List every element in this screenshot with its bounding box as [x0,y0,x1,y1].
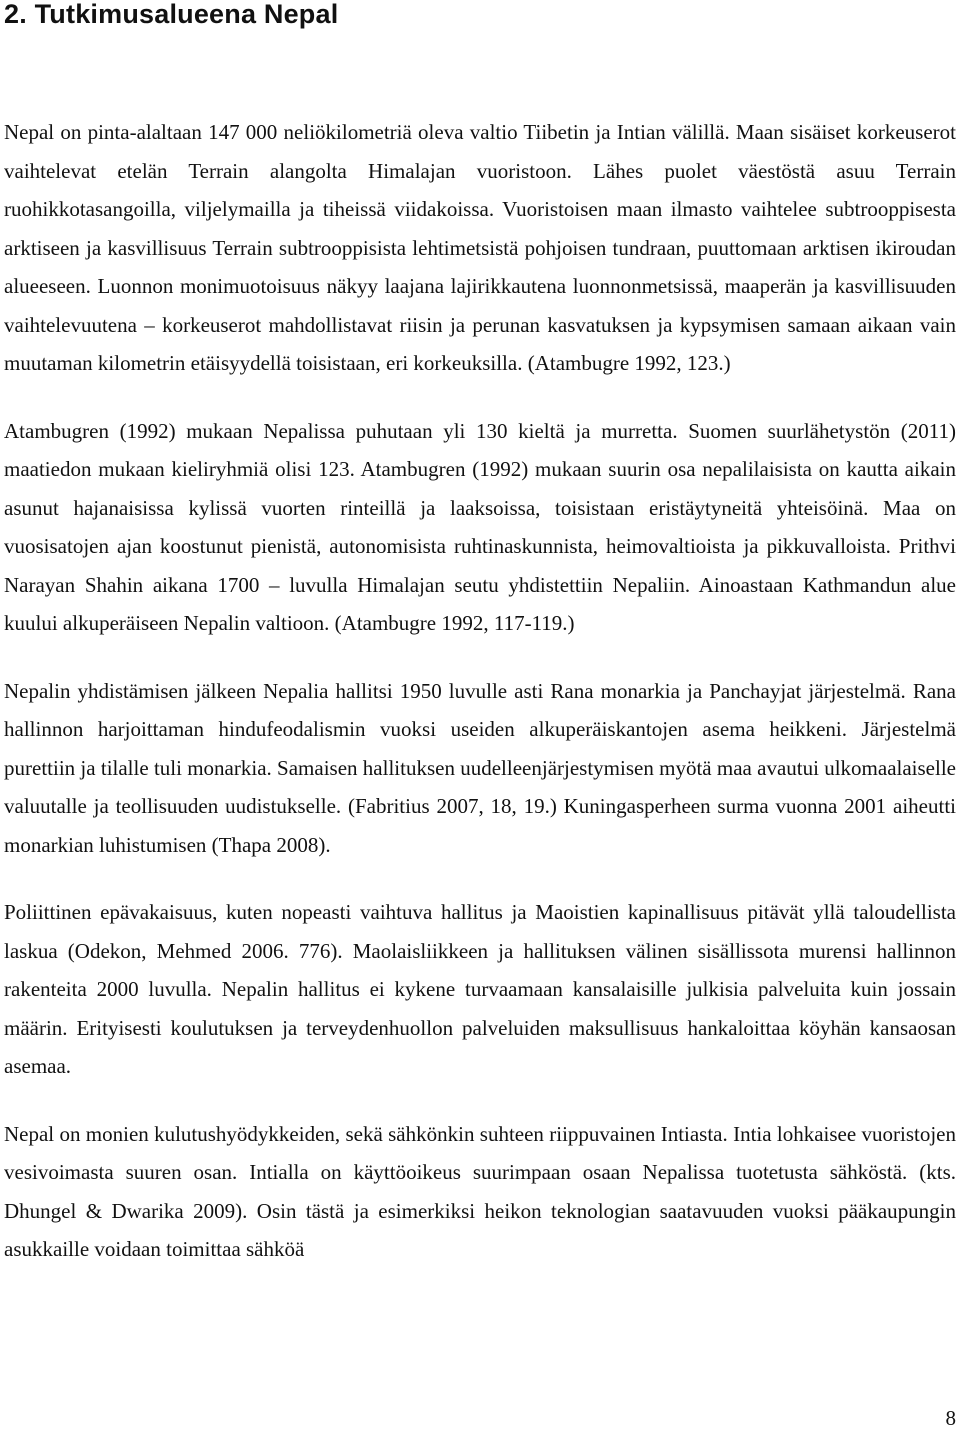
paragraph-languages-history: Atambugren (1992) mukaan Nepalissa puhutaan yli 130 kieltä ja murretta. Suomen suurlähetystön (2011) maatiedon mukaan kieliryhmiä olisi 123. Atambugren (1992) mukaan suurin osa nepalilaisista on kautta aikain asunut hajanaisissa kylissä vuorten rinteillä ja laaksoissa, toisistaan eristäytyneitä yhteisöinä. Maa on vuosisatojen ajan koostunut pienistä, autonomisista ruhtinaskunnista, heimovaltioista ja pikkuvalloista. Prithvi Narayan Shahin aikana 1700 – luvulla Himalajan seutu yhdistettiin Nepaliin. Ainoastaan Kathmandun alue kuului alkuperäiseen Nepalin valtioon. (Atambugre 1992, 117-119.) [4,418,956,635]
paragraph-geography: Nepal on pinta-alaltaan 147 000 neliökilometriä oleva valtio Tiibetin ja Intian välillä. Maan sisäiset korkeuserot vaihtelevat etelän Terrain alangolta Himalajan vuoristoon. Lähes puolet väestöstä asuu Terrain ruohikkotasangoilla, viljelymailla ja tiheissä viidakoissa. Vuoristoisen maan ilmasto vaihtelee subtrooppisesta arktiseen ja kasvillisuus Terrain subtrooppisista lehtimetsistä pohjoisen tundraan, puuttomaan arktisen ikiroudan alueeseen. Luonnon monimuotoisuus näkyy laajana lajirikkautena luonnonmetsissä, maaperän ja kasvillisuuden vaihtelevuutena – korkeuserot mahdollistavat riisin ja perunan kasvatuksen ja kypsymisen samaan aikaan vain muutaman kilometrin etäisyydellä toisistaan, eri korkeuksilla. (Atambugre 1992, 123.) [4,120,956,375]
page-number: 8 [945,1406,956,1430]
paragraph-politics: Poliittinen epävakaisuus, kuten nopeasti vaihtuva hallitus ja Maoistien kapinallisuus pitävät yllä taloudellista laskua (Odekon, Mehmed 2006. 776). Maolaisliikkeen ja hallituksen välinen sisällissota murensi hallinnon rakenteita 2000 luvulla. Nepalin hallitus ei kykene turvaamaan kansalaisille julkisia palveluita kuin jossain määrin. Erityisesti koulutuksen ja terveydenhuollon palveluiden maksullisuus hankaloittaa köyhän kansaosan asemaa. [4,900,956,1078]
section-heading: 2. Tutkimusalueena Nepal [4,0,339,29]
body-text [4,113,956,1269]
paragraph-monarchy: Nepalin yhdistämisen jälkeen Nepalia hallitsi 1950 luvulle asti Rana monarkia ja Panchayjat järjestelmä. Rana hallinnon harjoittaman hindufeodalismin vuoksi useiden alkuperäiskantojen asema heikkeni. Järjestelmä purettiin ja tilalle tuli monarkia. Samaisen hallituksen uudelleenjärjestymisen myötä maa avautui ulkomaalaiselle valuutalle ja teollisuuden uudistukselle. (Fabritius 2007, 18, 19.) Kuningasperheen surma vuonna 2001 aiheutti monarkian luhistumisen (Thapa 2008). [4,678,956,857]
paragraph-electricity: Nepal on monien kulutushyödykkeiden, sekä sähkönkin suhteen riippuvainen Intiasta. Intia lohkaisee vuoristojen vesivoimasta suuren osan. Intialla on käyttöoikeus suurimpaan osaan Nepalissa tuotetusta sähköstä. (kts. Dhungel & Dwarika 2009). Osin tästä ja esimerkiksi heikon teknologian saatavuuden vuoksi pääkaupungin asukkaille voidaan toimittaa sähköä [4,1121,956,1261]
